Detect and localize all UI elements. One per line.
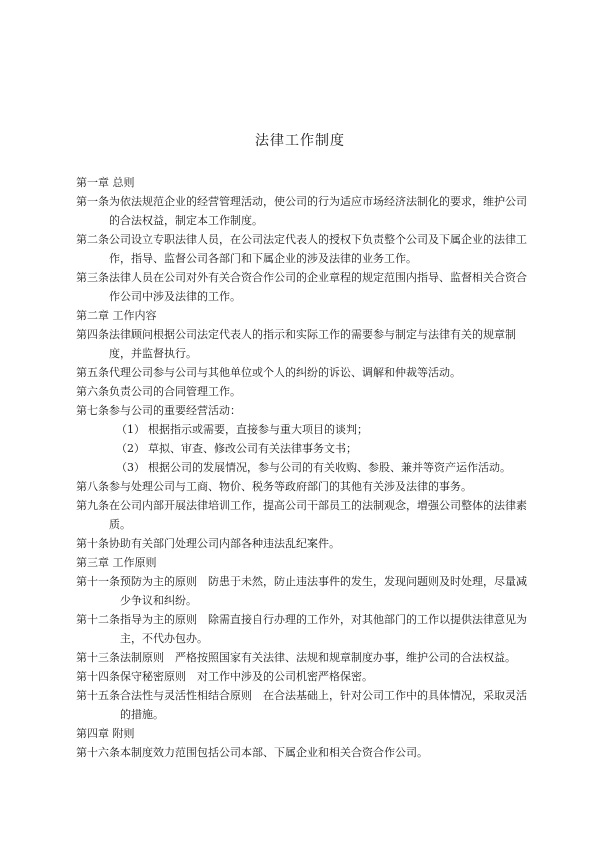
article-text: 保守秘密原则 对工作中涉及的公司机密严格保密。 [120,670,373,683]
article-label: 第十二条 [76,613,120,626]
sub-item-text: 根据指示或需要，直接参与重大项目的谈判； [148,423,368,436]
article-text: 合法性与灵活性相结合原则 在合法基础上，针对公司工作中的具体情况，采取灵活的措施。 [120,689,527,721]
article-label: 第十五条 [76,689,120,702]
article-text: 公司设立专职法律人员，在公司法定代表人的授权下负责整个公司及下属企业的法律工作，指导、监督公司各部门和下属企业的涉及法律的业务工作。 [109,233,527,265]
article-label: 第十条 [76,537,109,550]
article-label: 第十一条 [76,575,120,588]
sub-item-number: （1） [116,423,145,436]
article-label: 第六条 [76,385,109,398]
article-text: 为依法规范企业的经营管理活动，使公司的行为适应市场经济法制化的要求，维护公司的合法权益，制定本工作制度。 [109,195,527,227]
article-label: 第十三条 [76,651,120,664]
article-label: 第四条 [76,328,109,341]
sub-item-text: 根据公司的发展情况，参与公司的有关收购、参股、兼并等资产运作活动。 [148,461,511,474]
article-text: 法制原则 严格按照国家有关法律、法规和规章制度办事，维护公司的合法权益。 [120,651,516,664]
article-label: 第八条 [76,480,109,493]
article [76,496,536,534]
article-label: 第二条 [76,233,109,246]
article-label: 第五条 [76,366,109,379]
article [76,534,536,553]
sub-item [76,420,536,439]
chapter-heading: 第一章 总则 [76,176,135,189]
article [76,648,536,667]
sub-item-number: （2） [116,442,145,455]
article-text: 协助有关部门处理公司内部各种违法乱纪案件。 [109,537,340,550]
article [76,610,536,648]
document-title: 法律工作制度 [255,133,345,149]
article [76,401,536,420]
article [76,192,536,230]
article [76,686,536,724]
article [76,743,536,762]
article-label: 第一条 [76,195,109,208]
article [76,572,536,610]
article-label: 第十四条 [76,670,120,683]
sub-item [76,439,536,458]
article-label: 第三条 [76,271,109,284]
article-text: 代理公司参与公司与其他单位或个人的纠纷的诉讼、调解和仲裁等活动。 [109,366,461,379]
article-text: 参与处理公司与工商、物价、税务等政府部门的其他有关涉及法律的事务。 [109,480,472,493]
article-text: 指导为主的原则 除需直接自行办理的工作外，对其他部门的工作以提供法律意见为主，不代办包办。 [120,613,527,645]
article [76,477,536,496]
document-body [76,173,536,762]
article-text: 本制度效力范围包括公司本部、下属企业和相关合资合作公司。 [120,746,428,759]
article-text: 在公司内部开展法律培训工作，提高公司干部员工的法制观念，增强公司整体的法律素质。 [109,499,527,531]
article [76,325,536,363]
article-text: 预防为主的原则 防患于未然，防止违法事件的发生，发现问题则及时处理，尽量减少争议和纠纷。 [120,575,527,607]
sub-item [76,458,536,477]
article-text: 法律人员在公司对外有关合资合作公司的企业章程的规定范围内指导、监督相关合资合作公司中涉及法律的工作。 [109,271,527,303]
article [76,382,536,401]
chapter-heading: 第三章 工作原则 [76,556,157,569]
article-label: 第九条 [76,499,109,512]
chapter-heading: 第四章 附则 [76,727,135,740]
sub-item-number: （3） [116,461,145,474]
article [76,268,536,306]
chapter-heading: 第二章 工作内容 [76,309,157,322]
article [76,363,536,382]
sub-item-text: 草拟、审查、修改公司有关法律事务文书； [148,442,357,455]
article [76,230,536,268]
article-label: 第十六条 [76,746,120,759]
article-label: 第七条 [76,404,109,417]
article-text: 法律顾问根据公司法定代表人的指示和实际工作的需要参与制定与法律有关的规章制度，并监督执行。 [109,328,516,360]
article-text: 负责公司的合同管理工作。 [109,385,241,398]
article-text: 参与公司的重要经营活动： [109,404,241,417]
article [76,667,536,686]
